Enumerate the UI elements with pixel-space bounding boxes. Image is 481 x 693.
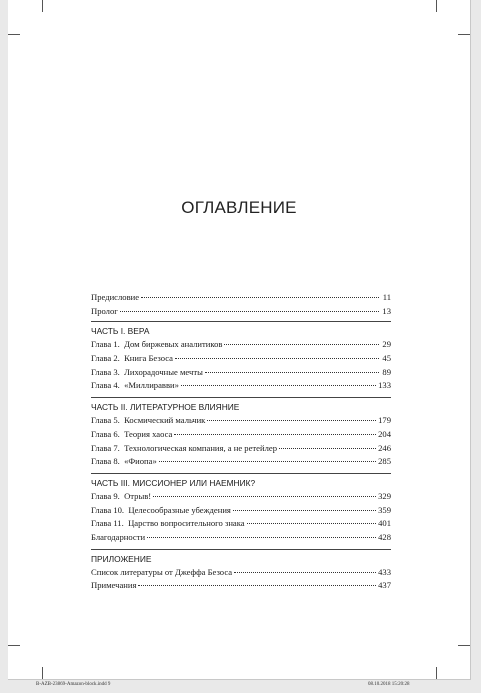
toc-entry <box>91 490 391 504</box>
entry-title: Теория хаоса <box>124 428 173 439</box>
page-number: 401 <box>378 518 391 529</box>
crop-mark <box>8 645 20 646</box>
dot-leader <box>247 523 377 524</box>
chapter-number: Глава 10. <box>91 504 125 515</box>
toc-entry <box>91 442 391 456</box>
page-number: 285 <box>378 456 391 467</box>
toc-entry <box>91 366 391 380</box>
crop-mark <box>8 34 20 35</box>
entry-title: «Миллиравви» <box>124 380 179 391</box>
entry-title: Предисловие <box>91 292 140 302</box>
toc-entry <box>91 352 391 366</box>
entry-title: Царство вопросительного знака <box>128 518 245 529</box>
page-number: 428 <box>378 531 391 542</box>
entry-title: Лихорадочные мечты <box>124 366 203 377</box>
page-title: ОГЛАВЛЕНИЕ <box>181 198 297 217</box>
dot-leader <box>205 372 379 373</box>
crop-mark <box>42 0 43 12</box>
crop-mark <box>436 667 437 679</box>
toc-entry <box>91 455 391 469</box>
toc-entry <box>91 531 391 545</box>
toc-entry <box>91 517 391 531</box>
crop-mark <box>458 645 470 646</box>
dot-leader <box>159 461 376 462</box>
dot-leader <box>233 510 376 511</box>
crop-mark <box>436 0 437 12</box>
dot-leader <box>138 585 376 586</box>
chapter-number: Глава 2. <box>91 353 120 364</box>
page-number: 329 <box>378 490 391 501</box>
toc-entry <box>91 579 391 593</box>
dot-leader <box>279 448 376 449</box>
entry-title: Благодарности <box>91 531 146 542</box>
page-number: 13 <box>382 305 391 316</box>
footer-timestamp: 08.10.2018 15:20:28 <box>368 682 410 687</box>
part-heading: ЧАСТЬ I. ВЕРА <box>91 321 391 338</box>
entry-title: Космический мальчик <box>124 415 206 426</box>
chapter-number: Глава 11. <box>91 518 124 529</box>
part-heading: ЧАСТЬ III. МИССИОНЕР ИЛИ НАЕМНИК? <box>91 473 391 490</box>
book-page <box>8 0 471 680</box>
toc-entry <box>91 338 391 352</box>
dot-leader <box>234 572 376 573</box>
entry-title: Дом биржевых аналитиков <box>124 339 223 350</box>
page-number: 89 <box>382 366 391 377</box>
dot-leader <box>175 358 379 359</box>
page-number: 29 <box>382 339 391 350</box>
toc-entry <box>91 305 391 319</box>
dot-leader <box>141 297 379 298</box>
toc-entry <box>91 566 391 580</box>
chapter-number: Глава 8. <box>91 456 120 467</box>
entry-title: «Фиопа» <box>124 456 157 467</box>
page-number: 246 <box>378 442 391 453</box>
toc-entry <box>91 504 391 518</box>
chapter-number: Глава 6. <box>91 428 120 439</box>
chapter-number: Глава 5. <box>91 415 120 426</box>
toc-entry <box>91 428 391 442</box>
entry-title: Технологическая компания, а не ретейлер <box>124 442 277 453</box>
entry-title: Список литературы от Джеффа Безоса <box>91 566 233 577</box>
page-number: 11 <box>382 292 391 302</box>
entry-title: Книга Безоса <box>124 353 173 364</box>
chapter-number: Глава 3. <box>91 366 120 377</box>
table-of-contents <box>91 291 391 593</box>
entry-title: Целесообразные убеждения <box>128 504 231 515</box>
chapter-number: Глава 1. <box>91 339 120 350</box>
crop-mark <box>458 34 470 35</box>
footer-file-info: B-AZB-23869-Amazon-block.indd 9 <box>36 682 111 687</box>
page-number: 45 <box>382 353 391 364</box>
part-heading: ПРИЛОЖЕНИЕ <box>91 549 391 566</box>
chapter-number: Глава 9. <box>91 490 120 501</box>
page-number: 133 <box>378 380 391 391</box>
toc-entry <box>91 379 391 393</box>
dot-leader <box>207 420 376 421</box>
dot-leader <box>147 537 376 538</box>
page-number: 179 <box>378 415 391 426</box>
chapter-number: Глава 7. <box>91 442 120 453</box>
entry-title: Отрыв! <box>124 490 152 501</box>
page-number: 359 <box>378 504 391 515</box>
entry-title: Пролог <box>91 305 118 316</box>
toc-entry <box>91 414 391 428</box>
part-heading: ЧАСТЬ II. ЛИТЕРАТУРНОЕ ВЛИЯНИЕ <box>91 397 391 414</box>
crop-mark <box>42 667 43 679</box>
page-number: 204 <box>378 428 391 439</box>
dot-leader <box>120 311 379 312</box>
entry-title: Примечания <box>91 580 137 591</box>
dot-leader <box>153 496 376 497</box>
page-number: 437 <box>378 580 391 591</box>
dot-leader <box>181 385 376 386</box>
dot-leader <box>224 344 379 345</box>
dot-leader <box>174 434 376 435</box>
page-number: 433 <box>378 566 391 577</box>
chapter-number: Глава 4. <box>91 380 120 391</box>
toc-entry <box>91 291 391 305</box>
